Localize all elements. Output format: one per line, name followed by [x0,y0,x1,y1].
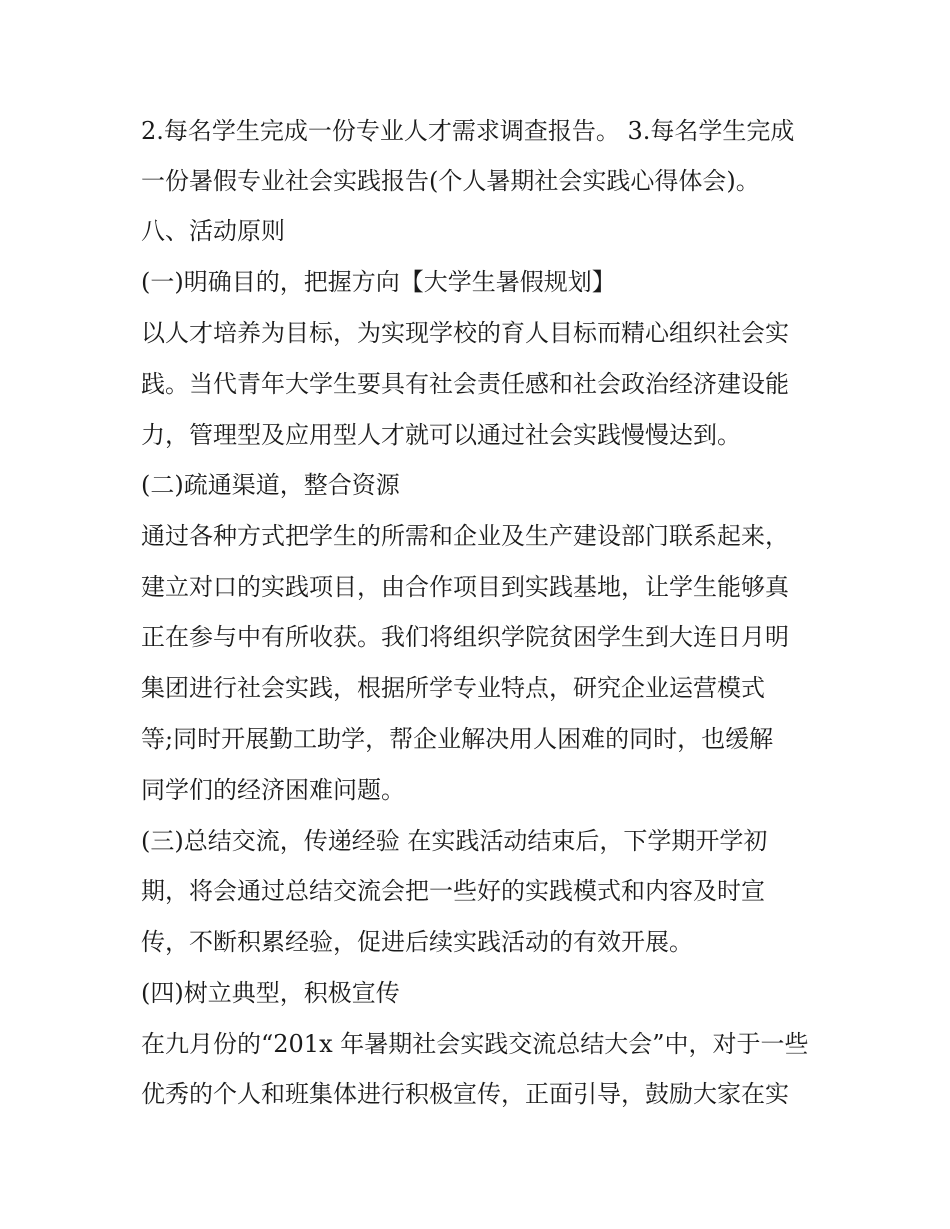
text-line: 2.每名学生完成一份专业人才需求调查报告。 3.每名学生完成 [141,117,795,145]
text-line: 等;同时开展勤工助学，帮企业解决用人困难的同时，也缓解 [141,725,774,753]
text-line: 正在参与中有所收获。我们将组织学院贫困学生到大连日月明 [141,623,789,651]
text-line: 传，不断积累经验，促进后续实践活动的有效开展。 [141,928,693,956]
text-line: 践。当代青年大学生要具有社会责任感和社会政治经济建设能 [141,370,789,398]
text-line: 建立对口的实践项目，由合作项目到实践基地，让学生能够真 [141,573,789,601]
subsection-heading: (一)明确目的，把握方向【大学生暑假规划】 [141,268,616,296]
text-line: 同学们的经济困难问题。 [141,776,405,804]
section-heading: 八、活动原则 [141,217,285,245]
text-line: 以人才培养为目标，为实现学校的育人目标而精心组织社会实 [141,319,789,347]
text-line: 在九月份的“201x 年暑期社会实践交流总结大会”中，对于一些 [141,1030,809,1058]
text-line: 优秀的个人和班集体进行积极宣传，正面引导，鼓励大家在实 [141,1080,789,1108]
subsection-heading: (二)疏通渠道，整合资源 [141,471,400,499]
subsection-heading: (四)树立典型，积极宣传 [141,979,400,1007]
subsection-heading: (三)总结交流，传递经验 在实践活动结束后，下学期开学初 [141,827,768,855]
text-line: 期，将会通过总结交流会把一些好的实践模式和内容及时宣 [141,877,765,905]
text-line: 集团进行社会实践，根据所学专业特点，研究企业运营模式 [141,674,765,702]
text-line: 力，管理型及应用型人才就可以通过社会实践慢慢达到。 [141,421,741,449]
text-line: 通过各种方式把学生的所需和企业及生产建设部门联系起来， [141,522,789,550]
text-line: 一份暑假专业社会实践报告(个人暑期社会实践心得体会)。 [141,167,760,195]
